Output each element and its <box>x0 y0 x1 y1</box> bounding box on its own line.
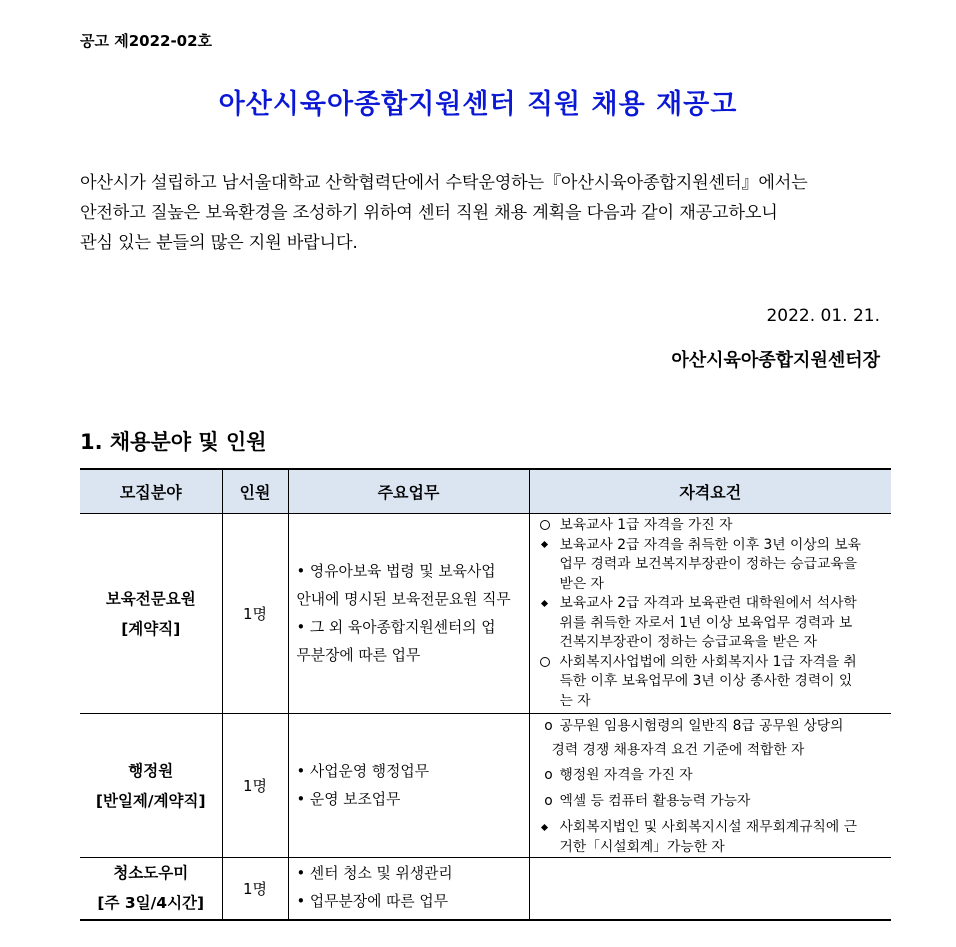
qualification-item <box>538 653 884 712</box>
category-cell <box>80 858 222 920</box>
qualifications-cell <box>529 714 891 858</box>
count-cell: 1명 <box>222 714 288 858</box>
intro-line: 관심 있는 분들의 많은 지원 바랍니다. <box>80 233 358 253</box>
qualifications-cell <box>529 858 891 920</box>
category-cell <box>80 514 222 714</box>
section-heading: 1. 채용분야 및 인원 <box>80 430 267 454</box>
diamond-bullet-icon <box>540 823 547 830</box>
intro-paragraph <box>80 168 880 258</box>
qualification-item <box>538 594 884 653</box>
qualification-line: 거한「시설회계」가능한 자 <box>559 838 725 855</box>
column-header-qualifications: 자격요건 <box>529 469 891 514</box>
category-name: 보육전문요원 <box>105 589 196 608</box>
notice-number: 공고 제2022-02호 <box>80 32 213 50</box>
duty-line: • 사업운영 행정업무 <box>296 762 429 780</box>
signer: 아산시육아종합지원센터장 <box>671 350 880 371</box>
category-type: [반일제/계약직] <box>95 791 206 810</box>
category-name: 청소도우미 <box>113 864 189 883</box>
qualification-line: 공무원 임용시험령의 일반직 8급 공무원 상당의 <box>559 718 844 734</box>
column-header-count: 인원 <box>222 469 288 514</box>
qualification-item <box>538 516 884 536</box>
table-header-row <box>80 469 891 514</box>
qualification-item <box>538 762 884 788</box>
column-header-category: 모집분야 <box>80 469 222 514</box>
category-name: 행정원 <box>128 761 174 780</box>
qualification-line: 보육교사 2급 자격을 취득한 이후 3년 이상의 보육 <box>559 536 861 553</box>
duty-line: • 그 외 육아종합지원센터의 업 <box>296 618 496 636</box>
duty-line: • 영유아보육 법령 및 보육사업 <box>296 562 496 580</box>
table-row <box>80 858 891 920</box>
qualification-line: 보육교사 2급 자격과 보육관련 대학원에서 석사학 <box>559 595 857 611</box>
duties-cell <box>288 714 529 858</box>
category-type: [계약직] <box>121 619 181 638</box>
duty-line: 안내에 명시된 보육전문요원 직무 <box>296 590 511 608</box>
qualification-item <box>538 788 884 814</box>
diamond-bullet-icon <box>540 599 547 606</box>
intro-line: 아산시가 설립하고 남서울대학교 산학협력단에서 수탁운영하는『아산시육아종합지원센터』에서는 <box>80 173 808 193</box>
table-row <box>80 514 891 714</box>
o-bullet-icon: o <box>544 718 553 734</box>
qualification-line: 사회복지법인 및 사회복지시설 재무회계규칙에 근 <box>559 819 857 835</box>
qualification-line: 득한 이후 보육업무에 3년 이상 종사한 경력이 있 <box>559 673 853 689</box>
qualification-item <box>538 738 884 762</box>
table-row <box>80 714 891 858</box>
qualification-item <box>538 536 884 595</box>
qualification-line: 행정원 자격을 가진 자 <box>559 767 693 783</box>
category-cell <box>80 714 222 858</box>
circle-bullet-icon <box>540 520 550 530</box>
qualification-item <box>538 818 884 857</box>
qualification-item <box>538 714 884 738</box>
diamond-bullet-icon <box>540 541 547 548</box>
o-bullet-icon: o <box>544 793 553 809</box>
qualification-line: 위를 취득한 자로서 1년 이상 보육업무 경력과 보 <box>559 614 853 631</box>
duties-cell <box>288 514 529 714</box>
qualification-line: 경력 경쟁 채용자격 요건 기준에 적합한 자 <box>551 742 805 758</box>
duty-line: 무분장에 따른 업무 <box>296 646 421 664</box>
qualification-line: 업무 경력과 보건복지부장관이 정하는 승급교육을 <box>559 556 857 572</box>
duty-line: • 업무분장에 따른 업무 <box>296 893 448 911</box>
category-type: [주 3일/4시간] <box>97 894 205 913</box>
duties-cell <box>288 858 529 920</box>
circle-bullet-icon <box>540 657 550 667</box>
count-cell: 1명 <box>222 858 288 920</box>
notice-date: 2022. 01. 21. <box>766 306 880 326</box>
o-bullet-icon: o <box>544 767 553 783</box>
duty-line: • 운영 보조업무 <box>296 790 401 808</box>
qualifications-cell <box>529 514 891 714</box>
intro-line: 안전하고 질높은 보육환경을 조성하기 위하여 센터 직원 채용 계획을 다음과 같이 재공고하오니 <box>80 203 778 223</box>
qualification-line: 는 자 <box>559 692 591 709</box>
qualification-line: 보육교사 1급 자격을 가진 자 <box>559 517 733 533</box>
qualification-line: 엑셀 등 컴퓨터 활용능력 가능자 <box>559 793 751 809</box>
column-header-duties: 주요업무 <box>288 469 529 514</box>
qualification-line: 사회복지사업법에 의한 사회복지사 1급 자격을 취 <box>559 653 857 670</box>
count-cell: 1명 <box>222 514 288 714</box>
duty-line: • 센터 청소 및 위생관리 <box>296 865 453 883</box>
recruitment-table <box>80 468 891 921</box>
qualification-line: 받은 자 <box>559 575 604 592</box>
page-title: 아산시육아종합지원센터 직원 채용 재공고 <box>218 89 738 120</box>
qualification-line: 건복지부장관이 정하는 승급교육을 받은 자 <box>559 634 817 650</box>
